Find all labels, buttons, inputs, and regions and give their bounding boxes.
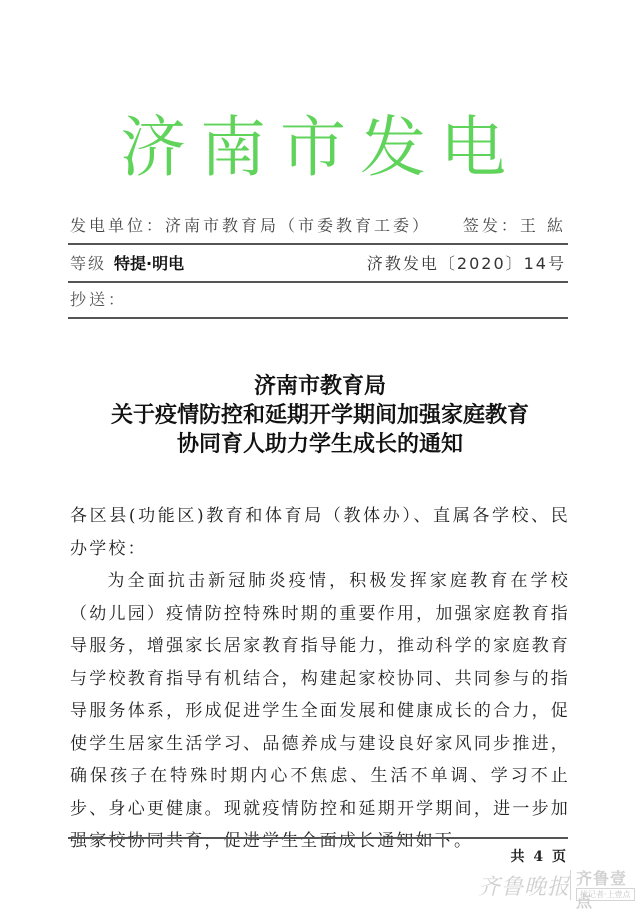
title-line-1: 济南市教育局 (253, 373, 386, 399)
bottom-rule (68, 837, 568, 839)
page-count: 共 4 页 (510, 849, 568, 865)
title-line-2: 关于疫情防控和延期开学期间加强家庭教育 (110, 402, 529, 428)
watermark-name: 齐鲁晚报 (478, 875, 571, 900)
header-row-cc (68, 287, 568, 319)
watermark-tag: 找记者·上壹点 (576, 888, 635, 901)
watermark-brand: 齐鲁壹点 (576, 869, 628, 911)
watermark (478, 866, 640, 911)
signer-label: 签发： (462, 216, 520, 235)
addressees: 各区县(功能区)教育和体育局（教体办）、直属各学校、民办学校： (70, 506, 570, 559)
grade (70, 249, 184, 279)
signer (463, 211, 566, 241)
watermark-divider (570, 870, 571, 900)
document-title (0, 372, 640, 459)
masthead-title: 济南市发电 (120, 109, 520, 186)
issuing-unit-value: 济南市教育局（市委教育工委） (165, 216, 432, 235)
signer-value: 王 紘 (519, 216, 566, 235)
header-row-grade (68, 251, 568, 283)
header-row-issuer (68, 213, 568, 245)
cc-label: 抄送： (70, 290, 128, 309)
grade-label: 等级 (70, 254, 107, 273)
grade-value: 特提·明电 (114, 254, 185, 273)
issuing-unit (70, 211, 431, 241)
document-number: 济教发电〔2020〕14号 (366, 254, 566, 273)
issuing-unit-label: 发电单位： (70, 216, 166, 235)
body-paragraph: 为全面抗击新冠肺炎疫情，积极发挥家庭教育在学校（幼儿园）疫情防控特殊时期的重要作用，加强家庭教育指导服务，增强家长居家教育指导能力，推动科学的家庭教育与学校教育指导有机结合，构建起家校协同、共同参与的指导服务体系，形成促进学生全面发展和健康成长的合力，促使学生居家生活学习、品德养成与建设良好家风同步推进，确保孩子在特殊时期内心不焦虑、生活不单调、学习不止步、身心更健康。现就疫情防控和延期开学期间，进一步加强家校协同共育，促进学生全面成长通知如下。 (70, 571, 570, 851)
document-body (70, 500, 570, 858)
title-line-3: 协同育人助力学生成长的通知 (176, 431, 463, 457)
